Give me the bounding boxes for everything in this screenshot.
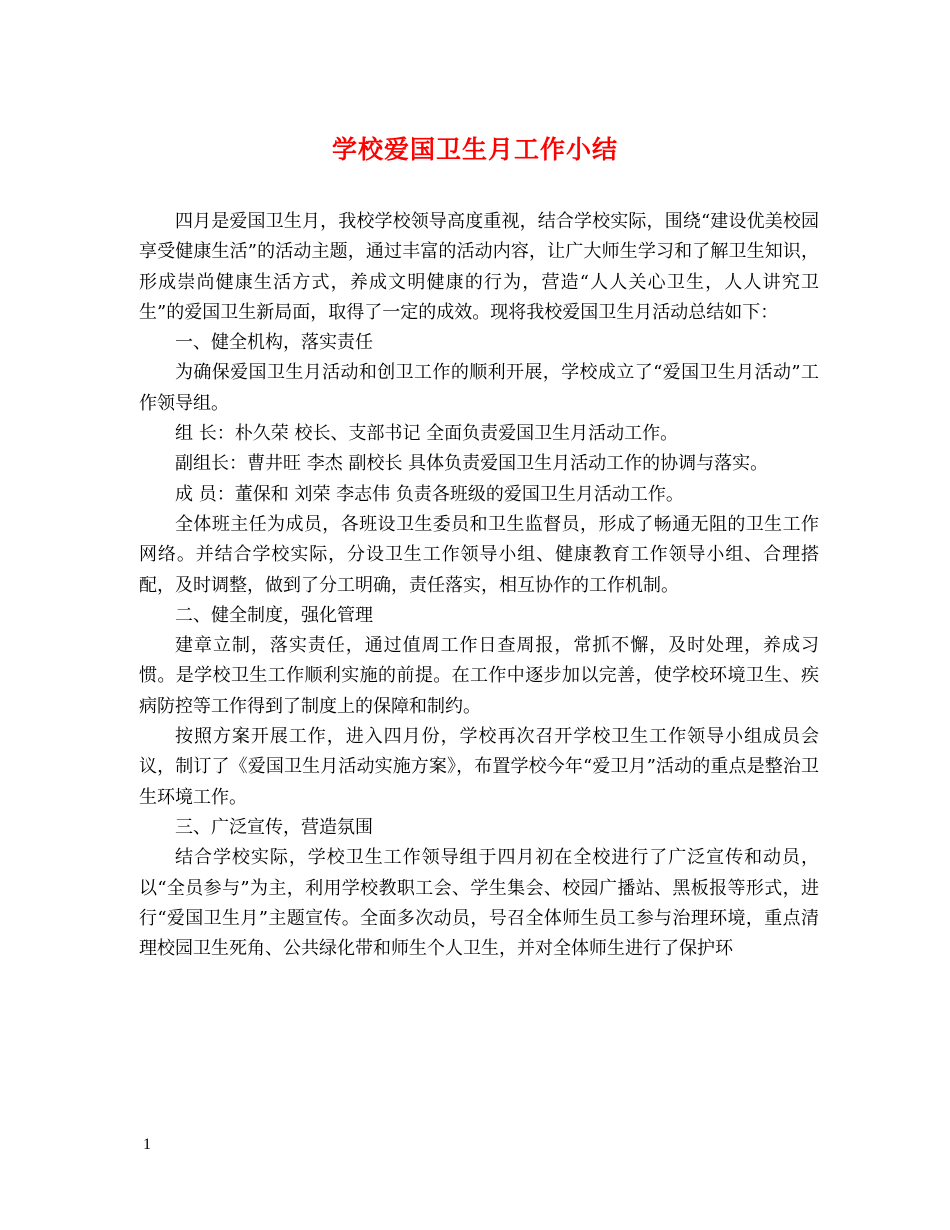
paragraph-leadership-group: 为确保爱国卫生月活动和创卫工作的顺利开展，学校成立了“爱国卫生月活动”工作领导组。 [139,362,819,414]
paragraph-work-network: 全体班主任为成员，各班设卫生委员和卫生监督员，形成了畅通无阻的卫生工作网络。并结合学校实际，分设卫生工作领导小组、健康教育工作领导小组、合理搭配，及时调整，做到了分工明确，责任落实，相互协作的工作机制。 [139,513,819,596]
paragraph-regulations: 建章立制，落实责任，通过值周工作日查周报，常抓不懈，及时处理，养成习惯。是学校卫生工作顺利实施的前提。在工作中逐步加以完善，使学校环境卫生、疾病防控等工作得到了制度上的保障和制约。 [139,635,819,717]
document-title: 学校爱国卫生月工作小结 [331,135,618,164]
paragraph-plan: 按照方案开展工作，进入四月份，学校再次召开学校卫生工作领导小组成员会议，制订了《爱国卫生月活动实施方案》，布置学校今年“爱卫月”活动的重点是整治卫生环境工作。 [139,726,819,808]
paragraph-deputy-leader: 副组长：曹井旺 李杰 副校长 具体负责爱国卫生月活动工作的协调与落实。 [175,453,769,475]
section-heading-2: 二、健全制度，强化管理 [175,604,373,626]
page-number: 1 [143,1136,151,1153]
paragraph-publicity: 结合学校实际，学校卫生工作领导组于四月初在全校进行了广泛宣传和动员，以“全员参与”为主，利用学校教职工会、学生集会、校园广播站、黑板报等形式，进行“爱国卫生月”主题宣传。全面多次动员，号召全体师生员工参与治理环境，重点清理校园卫生死角、公共绿化带和师生个人卫生，并对全体师生进行了保护环 [139,847,819,960]
paragraph-members: 成 员：董保和 刘荣 李志伟 负责各班级的爱国卫生月活动工作。 [175,483,684,505]
intro-paragraph: 四月是爱国卫生月，我校学校领导高度重视，结合学校实际，围绕“建设优美校园享受健康生活”的活动主题，通过丰富的活动内容，让广大师生学习和了解卫生知识，形成崇尚健康生活方式，养成文明健康的行为，营造“人人关心卫生，人人讲究卫生”的爱国卫生新局面，取得了一定的成效。现将我校爱国卫生月活动总结如下： [139,211,819,323]
section-heading-3: 三、广泛宣传，营造氛围 [175,816,373,838]
section-heading-1: 一、健全机构，落实责任 [175,332,373,354]
paragraph-group-leader: 组 长：朴久荣 校长、支部书记 全面负责爱国卫生月活动工作。 [175,423,679,445]
document-body [139,207,819,964]
